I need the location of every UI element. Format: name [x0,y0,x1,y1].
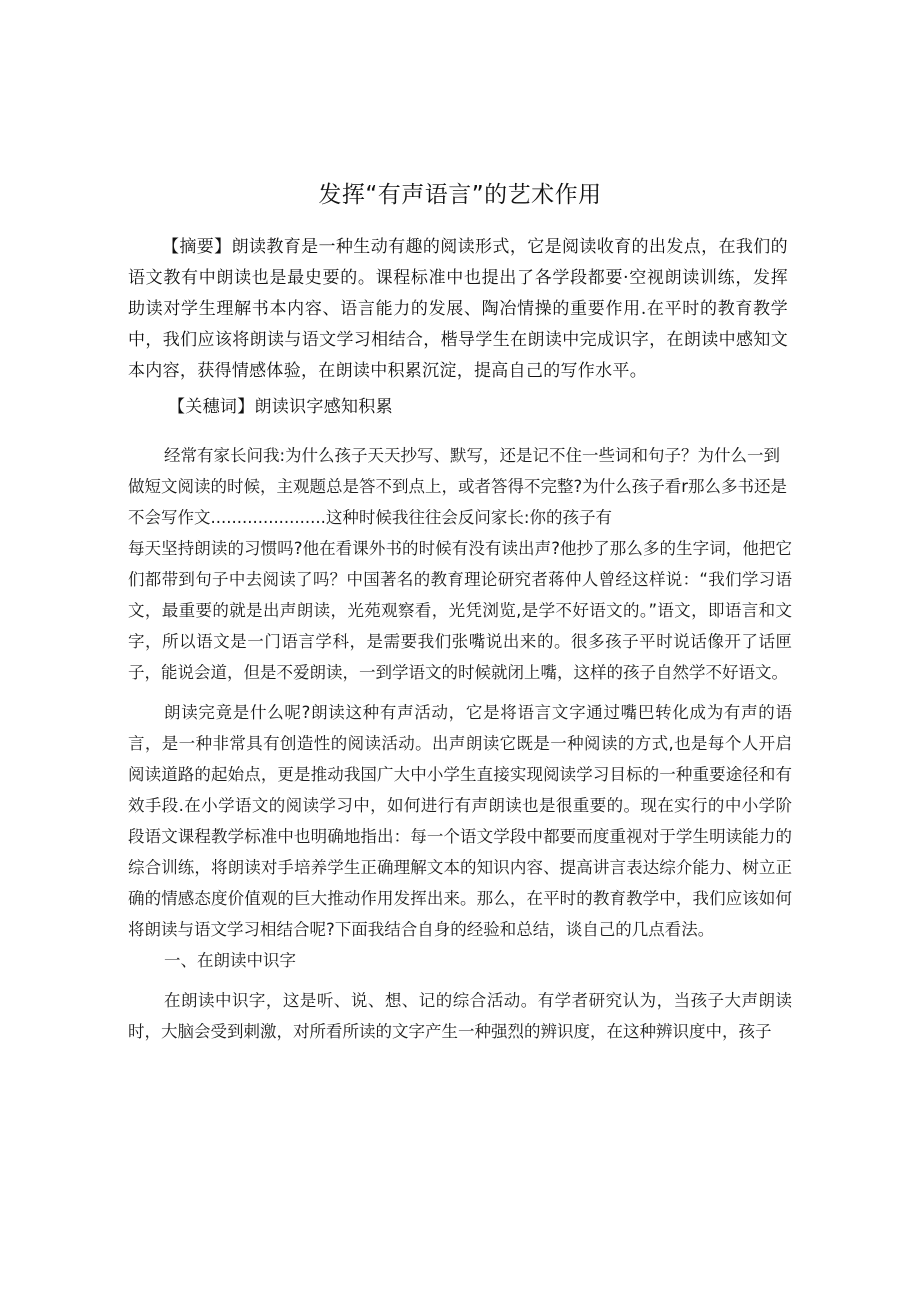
body-text [128,440,792,1047]
abstract-paragraph: 【摘要】朗读教育是一种生动有趣的阅读形式，它是阅读收育的出发点，在我们的语文教有中朗读也是最史要的。课程标准中也提出了各学段都要·空视朗读训练，发挥助读对学生理解书本内容、语言能力的发展、陶冶情操的重要作用.在平时的教育教学中，我们应该将朗读与语文学习相结合，楷导学生在朗读中完成识字，在朗读中感知文本内容，获得情感体验，在朗读中积累沉淀，提高自己的写作水平。 [128,237,788,381]
section-1-heading: 一、在朗读中识字 [164,951,296,970]
paragraph-2: 朗读完竟是什么呢?朗读这种有声活动，它是将语言文字通过嘴巴转化成为有声的语言，是一种非常具有创造性的阅读活动。出声朗读它既是一种阅读的方式,也是每个人开启阅读道路的起始点，更是推动我国广大中小学生直接实现阅读学习目标的一种重要途径和有效手段.在小学语文的阅读学习中，如何进行有声朗读也是很重要的。现在实行的中小学阶段语文课程教学标准中也明确地指出：每一个语文学段中都要而度重视对于学生明读能力的综合训练，将朗读对手培养学生正确理解文本的知识内容、提高讲言表达综介能力、树立正确的情感态度价值观的巨大推动作用发挥出来。那么，在平时的教育教学中，我们应该如何将朗读与语文学习相结合呢?下面我结合自身的经验和总结，谈自己的几点看法。 [128,703,792,939]
paragraph-1-part-2: 每天坚持朗读的习惯吗?他在看课外书的时候有没有读出声?他抄了那么多的生字词，他把它们都带到句子中去阅读了吗？中国著名的教育理论研究者蒋仲人曾经这样说：“我们学习语文，最重要的就是出声朗读，光苑观察看，光凭浏览,是学不好语文的。”语文，即语言和文字，所以语文是一门语言学科，是需要我们张嘴说出来的。很多孩子平时说话像开了话匣子，能说会道，但是不爱朗读，一到学语文的时候就闭上嘴，这样的孩子自然学不好语文。 [128,539,792,682]
keywords-line: 【关穗词】朗读识字感知积累 [168,397,393,417]
paragraph-3: 在朗读中识字，这是听、说、想、记的综合活动。有学者研究认为，当孩子大声朗读时，大脑会受到刺激，对所看所读的文字产生一种强烈的辨识度，在这种辨识度中，孩子 [128,991,792,1041]
paragraph-1-part-1: 经常有家长问我:为什么孩子天天抄写、默写，还是记不住一些词和句子？为什么一到做短文阅读的时候，主观题总是答不到点上，或者答得不完整?为什么孩子看r那么多书还是不会写作文......................这种时候我往往会反问家长:你的孩子有 [128,446,788,527]
page-title: 发挥“有声语言”的艺术作用 [318,182,602,208]
